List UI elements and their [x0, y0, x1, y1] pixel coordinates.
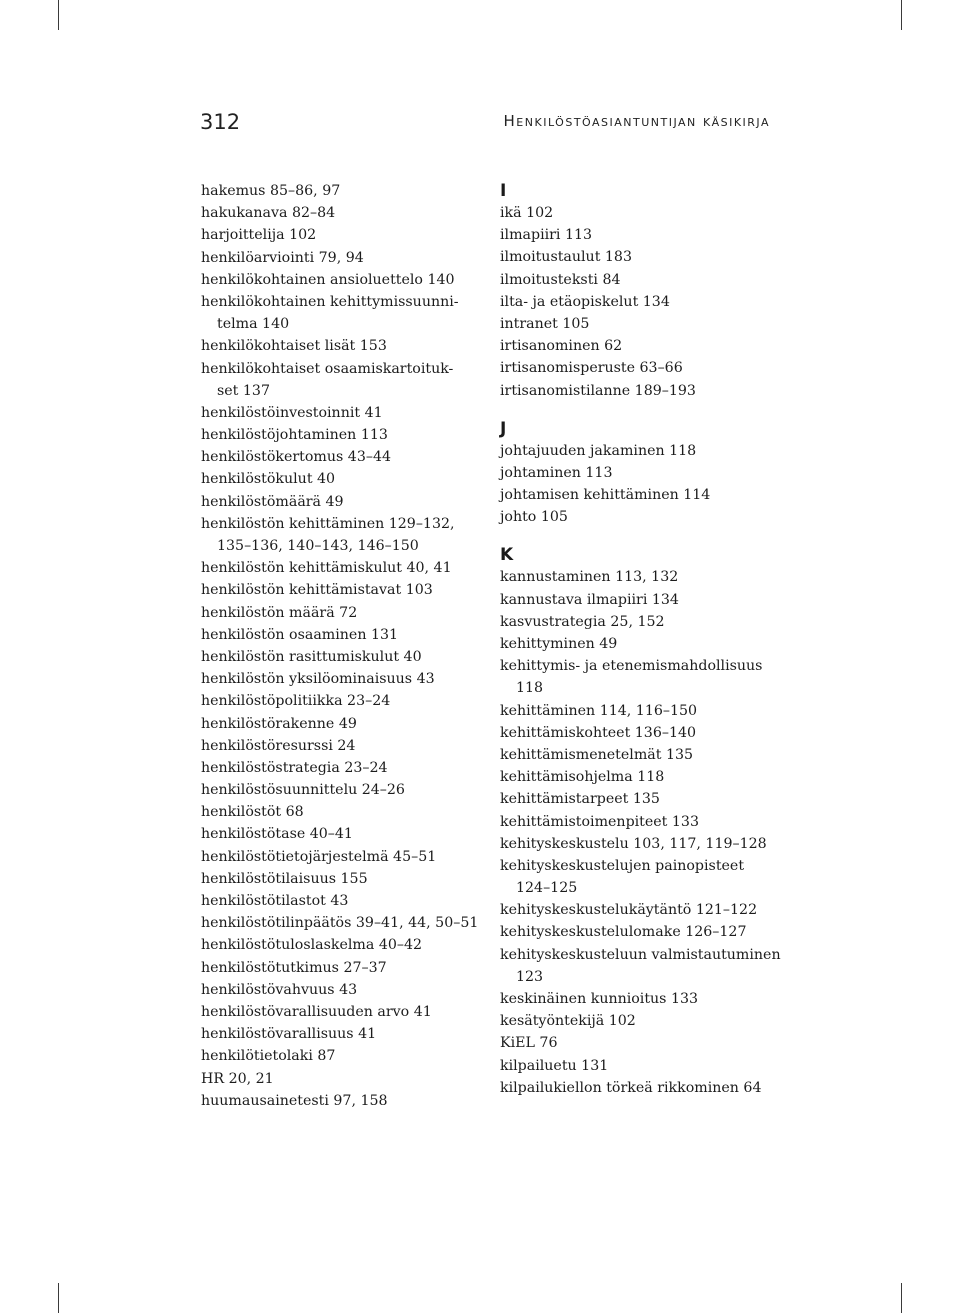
index-entry: kesätyöntekijä 102 [500, 1013, 636, 1030]
index-entry: kilpailukiellon törkeä rikkominen 64 [500, 1079, 762, 1096]
index-column-left [201, 180, 481, 1112]
index-entry-continuation: 118 [516, 680, 544, 697]
index-entry: henkilöstöpolitiikka 23–24 [201, 693, 391, 710]
index-entry: henkilökohtaiset osaamiskartoituk- [201, 360, 454, 377]
index-entry: henkilöstötietojärjestelmä 45–51 [201, 848, 437, 865]
index-letter-heading: J [500, 418, 507, 439]
index-entry-continuation: 135–136, 140–143, 146–150 [217, 538, 419, 554]
index-entry-continuation: 123 [516, 968, 544, 985]
index-entry: johtaminen 113 [500, 464, 613, 481]
index-entry: henkilöstön määrä 72 [201, 604, 358, 621]
index-entry: henkilöstötutkimus 27–37 [201, 959, 387, 976]
index-entry-continuation: set 137 [217, 382, 270, 399]
index-entry: harjoittelija 102 [201, 227, 317, 244]
index-entry: henkilöstön rasittumiskulut 40 [201, 648, 422, 665]
index-letter-heading: K [500, 545, 514, 566]
index-entry: ilmoitustaulut 183 [500, 249, 632, 266]
index-entry: henkilöstötase 40–41 [201, 826, 353, 843]
index-entry: henkilöstöresurssi 24 [201, 737, 356, 754]
index-entry: HR 20, 21 [201, 1070, 274, 1087]
crop-mark-top-right [901, 0, 902, 30]
index-entry: johtajuuden jakaminen 118 [500, 442, 697, 459]
index-entry: henkilöstöstrategia 23–24 [201, 759, 388, 776]
index-entry: kehityskeskustelujen painopisteet [500, 857, 745, 874]
index-entry-continuation: telma 140 [217, 316, 290, 333]
index-entry: kehityskeskustelukäytäntö 121–122 [500, 902, 758, 919]
index-entry: henkilöstöinvestoinnit 41 [201, 404, 383, 421]
index-entry: henkilöstön kehittämistavat 103 [201, 582, 433, 599]
index-entry: henkilöstötilinpäätös 39–41, 44, 50–51 [201, 915, 479, 932]
index-entry: henkilöstöt 68 [201, 804, 304, 821]
index-entry: kehittäminen 114, 116–150 [500, 702, 698, 719]
index-entry: henkilöstötilaisuus 155 [201, 870, 368, 887]
index-entry: henkilöstöjohtaminen 113 [201, 427, 388, 444]
index-entry: henkilöstövarallisuus 41 [201, 1026, 377, 1043]
index-entry: kehittämistoimenpiteet 133 [500, 813, 699, 830]
index-entry: kehityskeskusteluun valmistautuminen [500, 946, 781, 963]
index-entry: henkilöstön kehittämiskulut 40, 41 [201, 560, 452, 577]
index-entry: keskinäinen kunnioitus 133 [500, 991, 699, 1007]
index-entry: kehittämismenetelmät 135 [500, 746, 694, 763]
index-entry: henkilöstömäärä 49 [201, 493, 344, 510]
index-entry: irtisanomisperuste 63–66 [500, 360, 683, 377]
index-entry: ilmapiiri 113 [500, 227, 593, 244]
index-entry: henkilöstörakenne 49 [201, 715, 357, 732]
index-entry: johto 105 [500, 509, 568, 526]
index-entry: henkilötietolaki 87 [201, 1048, 336, 1065]
index-entry: kehityskeskustelu 103, 117, 119–128 [500, 835, 767, 852]
index-entry: henkilöstökulut 40 [201, 471, 336, 488]
index-entry-continuation: 124–125 [516, 880, 578, 897]
index-entry: hakukanava 82–84 [201, 205, 336, 222]
index-column-right [500, 180, 800, 1099]
index-entry: ilmoitusteksti 84 [500, 271, 621, 288]
index-entry: kehittyminen 49 [500, 636, 618, 652]
index-entry: kehittämiskohteet 136–140 [500, 724, 697, 741]
index-entry: kehittämistarpeet 135 [500, 791, 660, 808]
page-number: 312 [200, 110, 241, 134]
index-entry: kannustaminen 113, 132 [500, 569, 679, 586]
index-entry: henkilöstön kehittäminen 129–132, [201, 515, 455, 532]
index-entry: huumausainetesti 97, 158 [201, 1092, 388, 1109]
running-head [504, 112, 770, 130]
index-entry: kehittymis- ja etenemismahdollisuus [500, 658, 763, 675]
index-entry: henkilökohtainen ansioluettelo 140 [201, 271, 455, 288]
index-entry: kehittämisohjelma 118 [500, 769, 665, 786]
index-entry: kilpailuetu 131 [500, 1057, 609, 1074]
index-entry: henkilökohtaiset lisät 153 [201, 338, 387, 355]
running-head-text: Henkilöstöasiantuntijan käsikirja [503, 112, 770, 130]
index-entry: irtisanominen 62 [500, 338, 623, 355]
crop-mark-top-left [58, 0, 59, 30]
index-entry: henkilöstösuunnittelu 24–26 [201, 782, 405, 799]
index-entry: irtisanomistilanne 189–193 [500, 382, 696, 399]
index-entry: kannustava ilmapiiri 134 [500, 591, 679, 608]
index-entry: kehityskeskustelulomake 126–127 [500, 924, 747, 941]
index-entry: henkilöstön yksilöominaisuus 43 [201, 671, 435, 688]
index-entry: henkilökohtainen kehittymissuunni- [201, 293, 459, 310]
index-entry: ikä 102 [500, 205, 554, 221]
index-entry: johtamisen kehittäminen 114 [500, 487, 711, 504]
index-entry: henkilöstökertomus 43–44 [201, 449, 392, 466]
index-entry: intranet 105 [500, 315, 590, 332]
index-entry: henkilöstön osaaminen 131 [201, 626, 399, 643]
index-entry: hakemus 85–86, 97 [201, 183, 341, 199]
index-entry: henkilöstövarallisuuden arvo 41 [201, 1003, 432, 1020]
index-entry: henkilöstövahvuus 43 [201, 981, 358, 998]
index-entry: henkilöstötuloslaskelma 40–42 [201, 937, 423, 954]
index-entry: henkilöstötilastot 43 [201, 893, 349, 909]
crop-mark-bottom-right [901, 1283, 902, 1313]
index-entry: ilta- ja etäopiskelut 134 [500, 293, 670, 310]
crop-mark-bottom-left [58, 1283, 59, 1313]
index-letter-heading: I [500, 181, 507, 201]
index-entry: kasvustrategia 25, 152 [500, 613, 665, 630]
index-entry: KiEL 76 [500, 1035, 558, 1052]
index-entry: henkilöarviointi 79, 94 [201, 249, 364, 266]
